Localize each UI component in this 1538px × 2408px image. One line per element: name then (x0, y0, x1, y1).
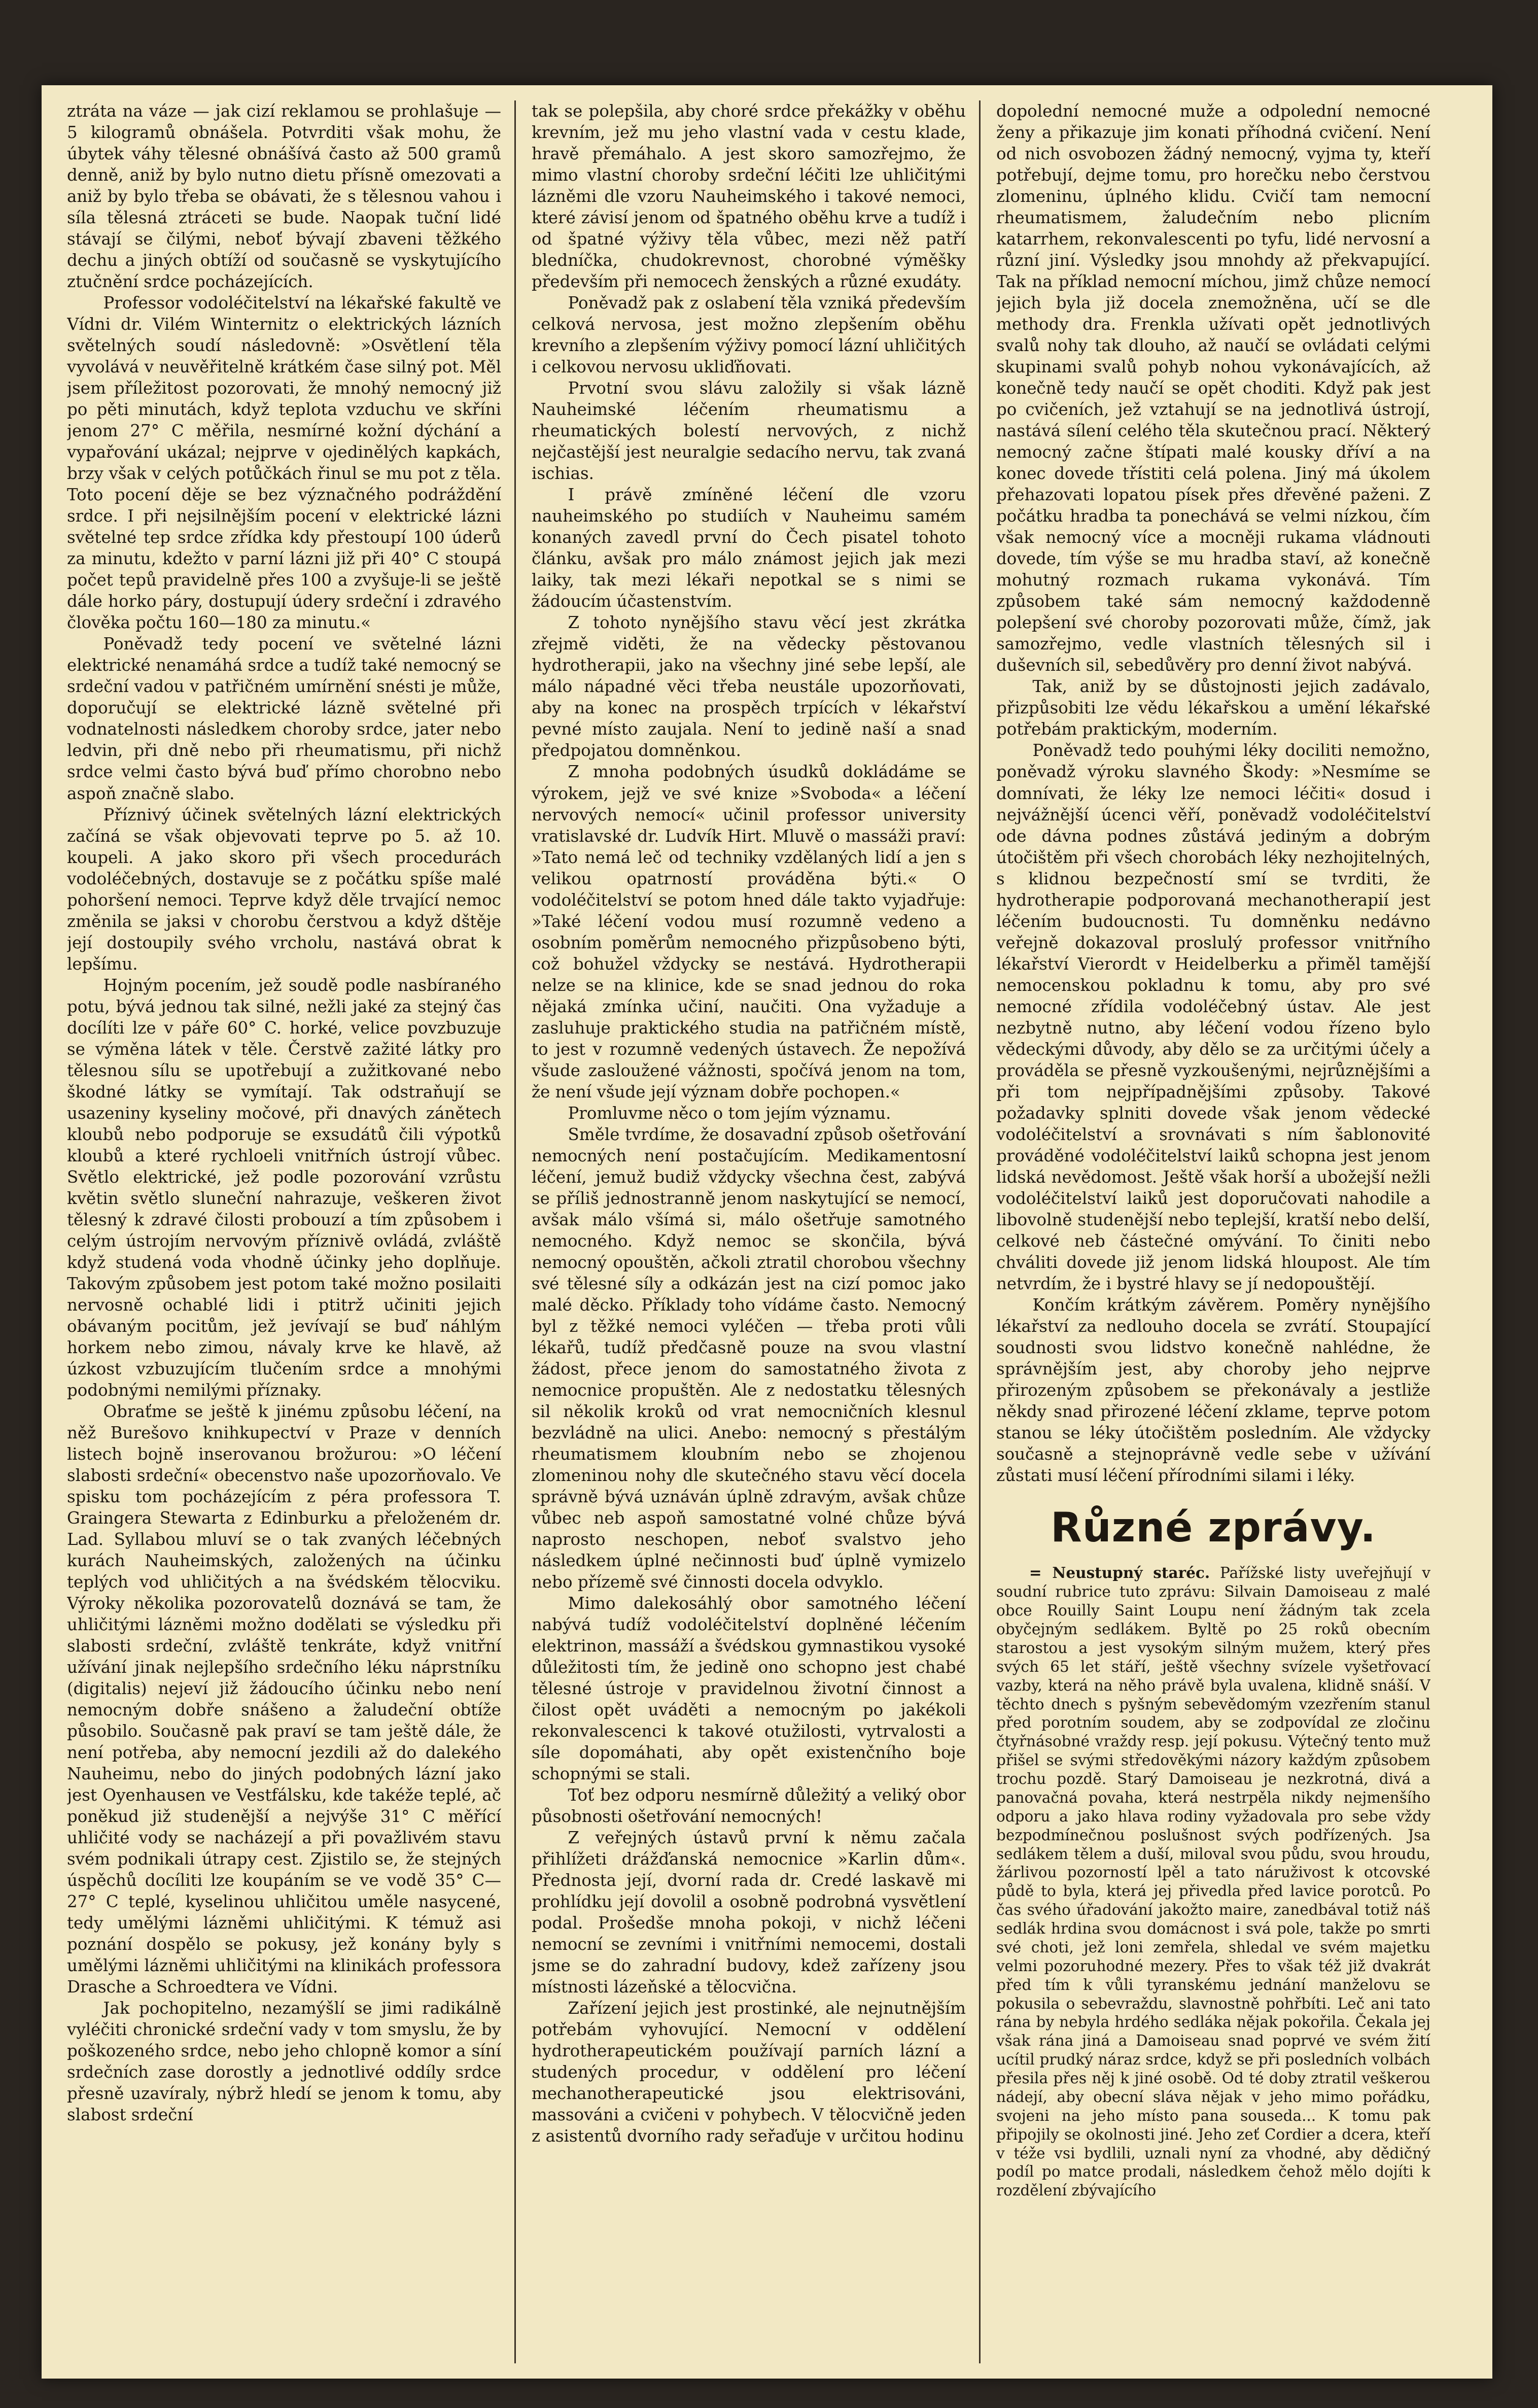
paragraph: Prvotní svou slávu založily si však lázně Nauheimské léčením rheumatismu a rheumatických bolestí nervových, z nichž nejčastější jest neuralgie sedacího nervu, tak zvaná ischias. (532, 379, 966, 484)
paragraph: Mimo dalekosáhlý obor samotného léčení nabývá tudíž vodoléčitelství doplněné léčením elektrinon, massáží a švédskou gymnastikou vysoké důležitosti tím, že jedině ono schopno jest chabé tělesné ústroje v pravidelnou životní činnost a čilost opět uváděti a nemocným po jakékoli rekonvalescenci k takové otužilosti, vytrvalosti a síle dopomáhati, aby opět existenčního boje schopnými se stali. (532, 1594, 966, 1784)
paragraph: Poněvadž tedo pouhými léky dociliti nemožno, poněvadž výroku slavného Škody: »Nesmíme se domnívati, že léky lze nemoci léčiti« dosud i nejvážnější úcenci věří, poněvadž vodoléčitelství ode dávna podnes zůstává jediným a dobrým útočištěm při všech chorobách léky nezhojitelných, s klidnou bezpečností smí se tvrditi, že hydrotherapie podporovaná mechanotherapií jest léčením budoucnosti. Tu domněnku nedávno veřejně dokazoval proslulý professor vnitřního lékařství Vierordt v Heidelberku a přiměl tamější nemocenskou pokladnu k tomu, aby pro své nemocné zřídila vodoléčebný ústav. Ale jest nezbytně nutno, aby léčení vodou řízeno bylo vědeckými důvody, aby dělo se za určitými účely a prováděla se přesně vyzkoušenými, nejrůznějšími a při tom nejpřípadnějšími způsoby. Takové požadavky splniti dovede však jenom vědecké vodoléčitelství a srovnávati s ním šablonovité prováděné vodoléčitelství laiků schopna jest jenom lidská nevědomost. Ještě však horší a ubožejší nežli vodoléčitelství laiků jest doporučovati nahodile a libovolně studenější nebo teplejší, kratší nebo delší, celkové neb částečné omývání. To činiti nebo chváliti dovede již jenom lidská hloupost. Ale tím netvrdím, že i bystré hlavy se jí nedopouštějí. (996, 741, 1430, 1293)
paragraph: Zařízení jejich jest prostinké, ale nejnutnějším potřebám vyhovující. Nemocní v oddělení hydrotherapeutickém používají parních lázní a studených procedur, v oddělení pro léčení mechanotherapeutické jsou elektrisováni, massováni a cvičeni v pohybech. V tělocvičně jeden z asistentů dvorního rady seřaďuje v určitou hodinu (532, 1999, 966, 2146)
paragraph: tak se polepšila, aby choré srdce překážky v oběhu krevním, jež mu jeho vlastní vada v cestu klade, hravě přemáhalo. A jest skoro samozřejmo, že mimo vlastní choroby srdeční léčiti lze uhličitými lázněmi dle vzoru Nauheimského i takové nemoci, které závisí jenom od špatného oběhu krve a tudíž i od špatné výživy těla vůbec, mezi něž patří bledníčka, chudokrevnost, chorobné výměšky především při nemocech ženských a různé exudáty. (532, 101, 966, 292)
paragraph: Obraťme se ještě k jinému způsobu léčení, na něž Burešovo knihkupectví v Praze v denních listech bojně inserovanou brožurou: »O léčení slabosti srdeční« obecenstvo naše upozorňovalo. Ve spisku tom pocházejícím z péra professora T. Graingera Stewarta z Edinburku a přeloženém dr. Lad. Syllabou mluví se o tak zvaných léčebných kurách Nauheimských, založených na účinku teplých vod uhličitých a na švédském tělocviku. Výroky několika pozorovatelů doznává se tam, že uhličitými lázněmi možno dodělati se výsledku při slabosti srdeční, zvláště tenkráte, když vnitřní užívání jinak nejlepšího srdečního léku náprstníku (digitalis) nejeví již žádoucího účinku nebo není nemocným dobře snášeno a žaludeční obtíže působilo. Současně pak praví se tam ještě dále, že není potřeba, aby nemocní jezdili až do dalekého Nauheimu, nebo do jiných podobných lázní jako jest Oyenhausen ve Vestfálsku, kde takéže teplé, ač poněkud již studenější a nejvýše 31° C měřící uhličité vody se nacházejí a při považlivém stavu svém podnikali útrapy cest. Zjistilo se, že stejných úspěchů docíliti lze koupáním se ve vodě 35° C— 27° C teplé, kyselinou uhličitou uměle nasycené, tedy umělými lázněmi uhličitými. K témuž asi poznání dospělo se pokusy, jež konány byly s umělými lázněmi uhličitými na klinikách professora Drasche a Schroedtera ve Vídni. (67, 1401, 501, 1997)
paragraph: Hojným pocením, jež soudě podle nasbíraného potu, bývá jednou tak silné, nežli jaké za stejný čas docílíti lze v páře 60° C. horké, velice povzbuzuje se výměna látek v těle. Čerstvě zažité látky pro tělesnou sílu se upotřebují a zužitkované nebo škodné látky se vymítají. Tak odstraňují se usazeniny kyseliny močové, při dnavých zánětech kloubů nebo podporuje se exsudátů čili výpotků kloubů a které rychloeli vnitřních ústrojí vůbec. Světlo elektrické, jež podle pozorování vzrůstu květin světlo sluneční nahrazuje, veškeren život tělesný k zdravé čilosti probouzí a tím způsobem i celým ústrojím nervovým příznivě ovládá, zvláště když studená voda vhodně účinky jeho doplňuje. Takovým způsobem jest potom také možno posilaiti nervosně ochablé lidi i ptitrž učiniti jejich obávaným pocitům, jež jevívají se buď náhlým horkem nebo zimou, návaly krve ke hlavě, až úzkost vzbuzujícím tlučením srdce a mnohými podobnými nemilými příznaky. (67, 975, 501, 1400)
paragraph: Z tohoto nynějšího stavu věcí jest zkrátka zřejmě viděti, že na vědecky pěstovanou hydrotherapii, jako na všechny jiné sebe lepší, ale málo nápadné věci třeba neustále upozorňovati, aby na konec na prospěch trpících v lékařství pevné místo zaujala. Není to jedině naší a snad předpojatou domněnkou. (532, 613, 966, 761)
column-divider (979, 100, 981, 2363)
paragraph: Jak pochopitelno, nezamýšlí se jimi radikálně vyléčiti chronické srdeční vady v tom smyslu, že by poškozeného srdce, nebo jeho chlopně komor a síní srdečních zase dorostly a jednotlivé oddíly srdce přesně uzavíraly, nýbrž hledí se jenom k tomu, aby slabost srdeční (67, 1999, 501, 2125)
paragraph: ztráta na váze — jak cizí reklamou se prohlašuje — 5 kilogramů obnášela. Potvrditi však mohu, že úbytek váhy tělesné obnášívá často až 500 gramů denně, aniž by bylo nutno dietu přísně omezovati a aniž by bylo třeba se obávati, že s tělesnou vahou i síla tělesná ztráceti se bude. Naopak tuční lidé stávají se čilými, neboť bývají zbaveni těžkého dechu a jiných obtíží od současně se vyskytujícího ztučnění srdce pocházejících. (67, 101, 501, 292)
paragraph: Poněvadž tedy pocení ve světelné lázni elektrické nenamáhá srdce a tudíž také nemocný se srdeční vadou v patřičném umírnění snésti je může, doporučují se elektrické lázně světelné při vodnatelnosti následkem choroby srdce, jater nebo ledvin, při dně nebo při rheumatismu, při nichž srdce velmi často bývá buď přímo chorobno nebo aspoň značně slabo. (67, 634, 501, 803)
news-item (996, 1564, 1430, 2200)
paragraph: Tak, aniž by se důstojnosti jejich zadávalo, přizpůsobiti lze vědu lékařskou a umění lékařské potřebám praktickým, moderním. (996, 677, 1430, 739)
news-item-text: Pařížské listy uveřejňují v soudní rubrice tuto zprávu: Silvain Damoiseau z malé obce Rouilly Saint Loupu není žádným tak zcela obyčejným sedlákem. Byltě po 25 roků obecním starostou a jest vysokým silným mužem, který přes svých 65 let stáří, ještě všechny svízele vyšetřovací vazby, která na něho právě byla uvalena, klidně snáší. V těchto dnech s pyšným sebevědomým vzezřením stanul před porotním soudem, aby se zodpovídal ze zločinu čtyřnásobné vraždy resp. její pokusu. Výtečný tento muž přišel se svými středověkými názory každým způsobem trochu pozdě. Starý Damoiseau je nezkrotná, divá a panovačná povaha, která nestrpěla nikdy nejmenšího odporu a jako hlava rodiny vyžadovala pro sebe vždy bezpodmínečnou poslušnost svých podřízených. Jsa sedlákem tělem a duší, miloval svou půdu, svou hroudu, žárlivou pozorností lpěl a tato náruživost k otcovské půdě to byla, která jej přivedla před lavice porotců. Po čas svého úřadování jakožto maire, zanedbával totiž náš sedlák hrdina svou domácnost i svá pole, takže po smrti své choti, jež loni zemřela, shledal ve svém majetku velmi pozoruhodné mezery. Přes to však též již dvakrát před tím k vůli tyranskému jednání manželovu se pokusila o sebevraždu, slavnostně pohřbíti. Leč ani tato rána by nebyla hrdého sedláka nějak pokořila. Čekala jej však rána jiná a Damoiseau snad poprvé ve svém žití ucítil prudký náraz srdce, když se při posledních volbách přesila přes něj k jiné osobě. Od té doby ztratil veškerou nádejí, aby obecní sláva nějak v jeho mimo pořádku, svojeni na jeho místo pana souseda... K tomu pak připojily se okolnosti jiné. Jeho zeť Cordier a dcera, kteří v téže vsi bydlili, uznali nyní za vhodné, aby dědičný podíl po matce prodali, následkem čehož mělo dojíti k rozdělení zbývajícího (996, 1564, 1430, 2199)
column-divider (514, 100, 516, 2363)
news-item-lead: = Neustupný staréc. (1029, 1564, 1210, 1582)
paragraph: Směle tvrdíme, že dosavadní způsob ošetřování nemocných není postačujícím. Medikamentosní léčení, jemuž budiž vždycky všechna čest, zabývá se příliš jednostranně jenom naskytující se nemocí, avšak málo všímá si, málo ošetřuje samotného nemocného. Když nemoc se skončila, bývá nemocný opouštěn, ačkoli ztratil chorobou všechny své tělesné síly a odkázán jest na cizí pomoc jako malé děcko. Příklady toho vídáme často. Nemocný byl z těžké nemoci vyléčen — třeba proti vůli lékařů, tudíž předčasně pouze na svou vlastní žádost, přece jenom do samostatného života z nemocnice propuštěn. Ale z nedostatku tělesných sil několik kroků od vrat nemocničních klesnul bezvládně na ulici. Anebo: nemocný s přestálým rheumatismem kloubním nebo se zhojenou zlomeninou nohy dle skutečného stavu věcí docela správně bývá uznáván úplně zdravým, avšak chůze vůbec neb aspoň samostatné volné chůze bývá naprosto neschopen, neboť svalstvo jeho následkem úplné nečinnosti buď úplně vymizelo nebo přízemě své činnosti docela odvyklo. (532, 1124, 966, 1592)
column-3 (996, 100, 1430, 2363)
paragraph: Poněvadž pak z oslabení těla vzniká především celková nervosa, jest možno zlepšením oběhu krevního a zlepšením výživy pomocí lázní uhličitých i celkovou nervosu ukliďňovati. (532, 293, 966, 377)
column-1 (67, 100, 501, 2363)
paragraph: Toť bez odporu nesmírně důležitý a veliký obor působnosti ošetřování nemocných! (532, 1785, 966, 1827)
paragraph: Končím krátkým závěrem. Poměry nynějšího lékařství za nedlouho docela se zvrátí. Stoupající soudnosti svou lidstvo konečně nahlédne, že správnějším jest, aby choroby jeho nejprve přirozeným způsobem se překonávaly a jestliže někdy snad přirozené léčení zklame, teprve potom stanou se léky útočištěm posledním. Ale vždycky současně a stejnoprávně vedle sebe v užívání zůstati musí léčení přírodními silami i léky. (996, 1295, 1430, 1485)
section-heading: Různé zprávy. (1051, 1504, 1376, 1552)
paragraph: I právě zmíněné léčení dle vzoru nauheimského po studiích v Nauheimu samém konaných zavedl první do Čech pisatel tohoto článku, avšak pro málo známost jejich jak mezi laiky, tak mezi lékaři nepotkal se s nimi se žádoucím účastenstvím. (532, 485, 966, 611)
paragraph: dopolední nemocné muže a odpolední nemocné ženy a přikazuje jim konati příhodná cvičení. Není od nich osvobozen žádný nemocný, vyjma ty, kteří potřebují, dejme tomu, pro horečku nebo čerstvou zlomeninu, úplného klidu. Cvičí tam nemocní rheumatismem, žaludečním nebo plicním katarrhem, rekonvalescenti po tyfu, lidé nervosní a různí jiní. Výsledky jsou mnohdy až překvapující. Tak na příklad nemocní míchou, jimž chůze nemocí jejich byla již docela znemožněna, učí se dle methody dra. Frenkla užívati opět jednotlivých svalů nohy tak dlouho, až naučí se ovládati celými skupinami svalů pohyb nohou vykonávajících, až konečně tedy naučí se opět choditi. Když pak jest po cvičeních, jež vztahují se na jednotlivá ústrojí, nastává sílení celého těla skutečnou prací. Některý nemocný začne štípati malé kousky dříví a na konec dovede třístiti celá polena. Jiný má úkolem přehazovati lopatou písek přes dřevěné paženi. Z počátku hradba ta ponechává se velmi nízkou, čím však nemocný více a mocněji rukama vládnouti dovede, tím výše se mu hradba staví, až konečně mohutný rozmach rukama vykonává. Tím způsobem také sám nemocný každodenně polepšení své choroby pozorovati může, čímž, jak samozřejmo, vedle vlastních tělesných sil i duševních sil, sebedůvěry pro denní život nabývá. (996, 101, 1430, 675)
paragraph: Z veřejných ústavů první k němu začala přihlížeti drážďanská nemocnice »Karlin dům«. Přednosta její, dvorní rada dr. Credé laskavě mi prohlídku její dovolil a osobně podrobná vysvětlení podal. Prošedše mnoha pokoji, v nichž léčeni nemocní se zevními i vnitřními nemocemi, dostali jsme se do zahradní budovy, kdež zařízeny jsou místnosti lázeňské a tělocvična. (532, 1828, 966, 1997)
newspaper-page (42, 85, 1492, 2379)
paragraph: Příznivý účinek světelných lázní elektrických začíná se však objevovati teprve po 5. až 10. koupeli. A jako skoro při všech procedurách vodoléčebných, dostavuje se z počátku spíše malé pohoršení nemoci. Teprve když děle trvající nemoc změnila se jaksi v chorobu čerstvou a když dštěje její dostoupily svého vrcholu, nastává obrat k lepšímu. (67, 805, 501, 974)
paragraph: Professor vodoléčitelství na lékařské fakultě ve Vídni dr. Vilém Winternitz o elektrických lázních světelných soudí následovně: »Osvětlení těla vyvolává v neuvěřitelně krátkém čase silný pot. Měl jsem příležitost pozorovati, že mnohý nemocný již po pěti minutách, když teplota vzduchu ve skříni jenom 27° C měřila, nesmírné kožní dýchání a vypařování ukázal; nejprve v ojedinělých kapkách, brzy však v celých potůčkách řinul se mu pot z těla. Toto pocení děje se bez význačného podráždění srdce. I při nejsilnějším pocení v elektrické lázni světelné tep srdce zřídka kdy přestoupí 100 úderů za minutu, kdežto v parní lázni již při 40° C stoupá počet tepů pravidelně přes 100 a zvyšuje-li se ještě dále horko páry, dostupují údery srdeční i zdravého člověka počtu 160—180 za minutu.« (67, 293, 501, 633)
column-2 (532, 100, 966, 2363)
paragraph: Promluvme něco o tom jejím významu. (568, 1103, 891, 1123)
paragraph: Z mnoha podobných úsudků dokládáme se výrokem, jejž ve své knize »Svoboda« a léčení nervových nemocí« učinil professor university vratislavské dr. Ludvík Hirt. Mluvě o massáži praví: »Tato nemá leč od techniky vzdělaných lidí a jen s velikou opatrností prováděna býti.« O vodoléčitelství se potom hned dále takto vyjadřuje: »Také léčení vodou musí rozumně vedeno a osobním poměrům nemocného přizpůsobeno býti, což bohužel vždycky se nestává. Hydrotherapii nelze se na klinice, kde se snad jednou do roka nějaká zmínka učiní, naučiti. Ona vyžaduje a zasluhuje praktického studia na patřičném místě, to jest v rozumně vedených ústavech. Že nepožívá všude zasloužené vážnosti, spočívá jenom na tom, že není všude její význam dobře pochopen.« (532, 762, 966, 1102)
